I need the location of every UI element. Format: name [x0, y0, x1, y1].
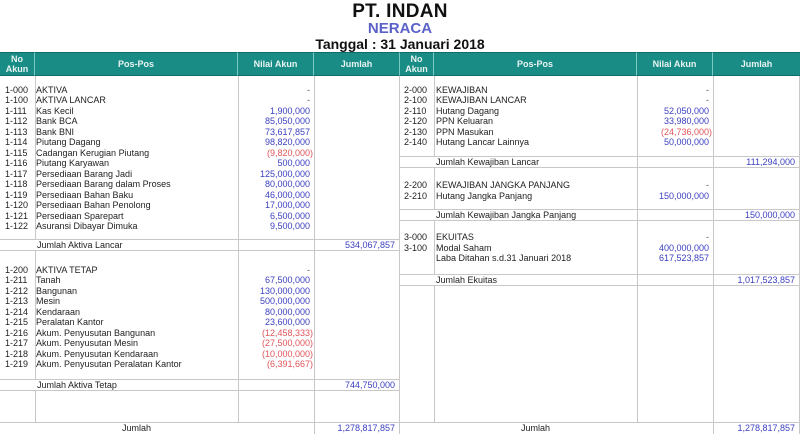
- account-name: Cadangan Kerugian Piutang: [36, 148, 150, 158]
- total-aktiva-tetap-label: Jumlah Aktiva Tetap: [37, 380, 117, 390]
- account-code: 2-130: [404, 127, 428, 137]
- account-value: -: [307, 95, 310, 105]
- grid-line: [399, 76, 400, 434]
- account-value: (12,458,333): [261, 328, 313, 338]
- account-name: Persediaan Bahan Baku: [36, 190, 134, 200]
- account-name: Mesin: [36, 296, 61, 306]
- left-header-no-akun: No Akun: [0, 52, 35, 76]
- account-name: KEWAJIBAN JANGKA PANJANG: [436, 180, 571, 190]
- right-grand-total-label: Jumlah: [520, 423, 550, 433]
- account-name: AKTIVA TETAP: [36, 265, 98, 275]
- account-value: 85,050,000: [264, 116, 310, 126]
- account-code: 1-213: [5, 296, 29, 306]
- account-value: 150,000,000: [658, 191, 709, 201]
- account-name: Persediaan Bahan Penolong: [36, 200, 151, 210]
- account-code: 1-218: [5, 349, 29, 359]
- account-value: 33,980,000: [663, 116, 709, 126]
- right-grand-total-value: 1,278,817,857: [737, 423, 795, 433]
- account-code: 1-214: [5, 307, 29, 317]
- account-name: Hutang Jangka Panjang: [436, 191, 533, 201]
- account-code: 1-111: [5, 106, 27, 116]
- account-name: Persediaan Sparepart: [36, 211, 124, 221]
- account-value: 6,500,000: [269, 211, 310, 221]
- account-name: Bangunan: [36, 286, 78, 296]
- total-kewajiban-jangka-panjang-value: 150,000,000: [744, 210, 795, 220]
- account-code: 1-117: [5, 169, 28, 179]
- right-header-no-akun: No Akun: [400, 52, 434, 76]
- account-code: 1-100: [5, 95, 29, 105]
- account-code: 1-121: [5, 211, 29, 221]
- grid-line: [637, 76, 638, 422]
- account-name: Peralatan Kantor: [36, 317, 104, 327]
- account-value: 46,000,000: [264, 190, 310, 200]
- account-value: 500,000: [277, 158, 310, 168]
- account-value: -: [706, 180, 709, 190]
- account-name: Hutang Dagang: [436, 106, 500, 116]
- account-value: (24,736,000): [660, 127, 712, 137]
- account-name: Akum. Penyusutan Peralatan Kantor: [36, 359, 182, 369]
- account-name: AKTIVA: [36, 85, 68, 95]
- report-date: Tanggal : 31 Januari 2018: [315, 36, 485, 52]
- left-header-nilai: Nilai Akun: [238, 52, 314, 76]
- grid-line: [238, 76, 239, 422]
- account-value: 617,523,857: [658, 253, 709, 263]
- account-value: -: [706, 85, 709, 95]
- right-header-jumlah: Jumlah: [713, 52, 800, 76]
- account-value: 125,000,000: [259, 169, 310, 179]
- account-value: 80,000,000: [264, 307, 310, 317]
- account-name: Modal Saham: [436, 243, 492, 253]
- account-code: 1-118: [5, 179, 28, 189]
- account-name: Kas Kecil: [36, 106, 74, 116]
- grid-line: [434, 168, 435, 209]
- right-header-pos: Pos-Pos: [434, 52, 637, 76]
- total-aktiva-lancar-label: Jumlah Aktiva Lancar: [37, 240, 123, 250]
- account-code: 1-120: [5, 200, 29, 210]
- account-name: PPN Keluaran: [436, 116, 494, 126]
- account-code: 2-000: [404, 85, 428, 95]
- account-name: Bank BCA: [36, 116, 78, 126]
- grid-line: [0, 390, 400, 391]
- account-value: (27,500,000): [261, 338, 313, 348]
- grid-line: [35, 391, 36, 422]
- account-value: 400,000,000: [658, 243, 709, 253]
- account-code: 2-100: [404, 95, 428, 105]
- account-name: Piutang Karyawan: [36, 158, 110, 168]
- grid-line: [434, 76, 435, 156]
- grid-line: [314, 76, 315, 434]
- account-name: Persediaan Barang dalam Proses: [36, 179, 171, 189]
- account-name: EKUITAS: [436, 232, 474, 242]
- account-name: Hutang Lancar Lainnya: [436, 137, 530, 147]
- account-value: 23,600,000: [264, 317, 310, 327]
- total-kewajiban-lancar-label: Jumlah Kewajiban Lancar: [436, 157, 540, 167]
- account-value: 67,500,000: [264, 275, 310, 285]
- account-value: -: [307, 265, 310, 275]
- account-code: 3-100: [404, 243, 428, 253]
- account-code: 1-000: [5, 85, 29, 95]
- account-name: Bank BNI: [36, 127, 75, 137]
- account-name: Asuransi Dibayar Dimuka: [36, 221, 138, 231]
- account-value: -: [706, 95, 709, 105]
- total-aktiva-tetap-value: 744,750,000: [344, 380, 395, 390]
- account-value: (9,820,000): [266, 148, 313, 158]
- account-value: 9,500,000: [269, 221, 310, 231]
- account-value: 130,000,000: [259, 286, 310, 296]
- account-value: 80,000,000: [264, 179, 310, 189]
- total-kewajiban-lancar-value: 111,294,000: [746, 157, 795, 167]
- account-name: KEWAJIBAN LANCAR: [436, 95, 527, 105]
- grid-line: [400, 167, 800, 168]
- account-name: Persediaan Barang Jadi: [36, 169, 133, 179]
- account-code: 3-000: [404, 232, 428, 242]
- account-code: 1-200: [5, 265, 29, 275]
- account-value: 1,900,000: [269, 106, 310, 116]
- account-name: KEWAJIBAN: [436, 85, 488, 95]
- report-title: NERACA: [367, 20, 433, 37]
- grid-line: [713, 76, 714, 434]
- account-code: 1-116: [5, 158, 28, 168]
- account-name: Kendaraan: [36, 307, 81, 317]
- company-name: PT. INDAN: [352, 1, 448, 22]
- account-name: PPN Masukan: [436, 127, 494, 137]
- account-code: 1-216: [5, 328, 29, 338]
- account-code: 1-113: [5, 127, 28, 137]
- total-kewajiban-jangka-panjang-label: Jumlah Kewajiban Jangka Panjang: [436, 210, 577, 220]
- grid-line: [434, 221, 435, 275]
- account-code: 1-114: [5, 137, 28, 147]
- account-value: (10,000,000): [261, 349, 313, 359]
- account-code: 2-120: [404, 116, 428, 126]
- account-name: Akum. Penyusutan Kendaraan: [36, 349, 159, 359]
- account-value: -: [706, 232, 709, 242]
- left-header-pos: Pos-Pos: [35, 52, 238, 76]
- account-name: Tanah: [36, 275, 61, 285]
- account-code: 2-210: [404, 191, 428, 201]
- account-value: 98,820,000: [264, 137, 310, 147]
- account-code: 1-122: [5, 221, 29, 231]
- account-code: 1-115: [5, 148, 28, 158]
- account-code: 2-200: [404, 180, 428, 190]
- account-code: 1-112: [5, 116, 28, 126]
- total-aktiva-lancar-value: 534,067,857: [344, 240, 395, 250]
- total-ekuitas-label: Jumlah Ekuitas: [436, 275, 498, 285]
- grid-line: [0, 250, 400, 251]
- account-code: 1-215: [5, 317, 29, 327]
- account-name: Akum. Penyusutan Mesin: [36, 338, 139, 348]
- account-code: 1-119: [5, 190, 28, 200]
- account-code: 1-211: [5, 275, 28, 285]
- total-ekuitas-value: 1,017,523,857: [737, 275, 795, 285]
- account-name: Akum. Penyusutan Bangunan: [36, 328, 156, 338]
- account-value: -: [307, 85, 310, 95]
- account-name: AKTIVA LANCAR: [36, 95, 106, 105]
- account-name: Laba Ditahan s.d.31 Januari 2018: [436, 253, 572, 263]
- account-value: 73,617,857: [264, 127, 310, 137]
- account-value: (6,391,667): [266, 359, 313, 369]
- account-name: Piutang Dagang: [36, 137, 101, 147]
- account-value: 500,000,000: [259, 296, 310, 306]
- grid-line: [400, 285, 800, 286]
- account-code: 2-140: [404, 137, 428, 147]
- account-value: 50,000,000: [663, 137, 709, 147]
- account-code: 1-212: [5, 286, 29, 296]
- account-code: 2-110: [404, 106, 427, 116]
- account-code: 1-217: [5, 338, 29, 348]
- left-grand-total-value: 1,278,817,857: [337, 423, 395, 433]
- account-value: 52,050,000: [663, 106, 709, 116]
- left-grand-total-label: Jumlah: [121, 423, 151, 433]
- right-header-nilai: Nilai Akun: [637, 52, 713, 76]
- account-code: 1-219: [5, 359, 29, 369]
- grid-line: [400, 220, 800, 221]
- account-value: 17,000,000: [264, 200, 310, 210]
- left-header-jumlah: Jumlah: [314, 52, 400, 76]
- grid-line: [434, 286, 435, 422]
